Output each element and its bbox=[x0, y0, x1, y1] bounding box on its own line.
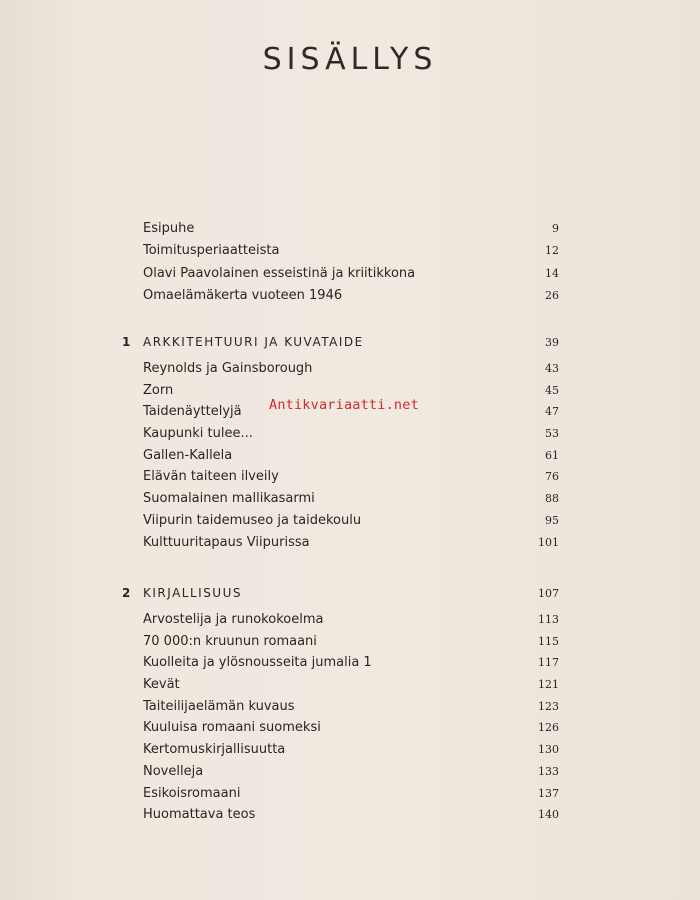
toc-entry bbox=[143, 361, 559, 383]
toc-entry-title: Kulttuuritapaus Viipurissa bbox=[143, 534, 310, 550]
section-entries bbox=[143, 361, 559, 556]
section-arkkitehtuuri bbox=[122, 335, 559, 556]
toc-entry-title: Kuuluisa romaani suomeksi bbox=[143, 720, 321, 736]
toc-entry bbox=[143, 288, 559, 310]
section-number: 2 bbox=[122, 586, 132, 600]
toc-entry-title: Taidenäyttelyjä bbox=[143, 404, 242, 420]
toc-entry bbox=[143, 634, 559, 656]
toc-entry bbox=[143, 426, 559, 448]
toc-entry-title: Reynolds ja Gainsborough bbox=[143, 361, 313, 376]
toc-entry-title: Viipurin taidemuseo ja taidekoulu bbox=[143, 512, 362, 528]
toc-entry bbox=[143, 612, 559, 634]
toc-entry bbox=[143, 448, 559, 470]
toc-entry-title: Suomalainen mallikasarmi bbox=[143, 491, 315, 507]
section-entries bbox=[143, 612, 559, 829]
toc-entry bbox=[143, 742, 559, 764]
toc-entry-title: Kevät bbox=[143, 677, 180, 693]
toc-entry bbox=[143, 655, 559, 677]
toc-entry-page: 45 bbox=[545, 383, 559, 397]
toc-entry-title: 70 000:n kruunun romaani bbox=[143, 633, 317, 649]
toc-entry-page: 121 bbox=[538, 678, 559, 692]
toc-entry bbox=[143, 266, 559, 288]
toc-entry-page: 61 bbox=[545, 448, 559, 462]
page-title: SISÄLLYS bbox=[262, 42, 438, 77]
toc-entry-title: Toimitusperiaatteista bbox=[143, 243, 280, 259]
toc-entry bbox=[143, 699, 559, 721]
toc-entry-page: 133 bbox=[538, 764, 559, 778]
toc-entry-page: 76 bbox=[545, 470, 559, 484]
section-page: 107 bbox=[538, 587, 559, 600]
toc-entry bbox=[143, 720, 559, 742]
section-title: KIRJALLISUUS bbox=[143, 586, 242, 600]
toc-entry bbox=[143, 786, 559, 808]
toc-entry-title: Huomattava teos bbox=[143, 807, 256, 823]
toc-entry-page: 113 bbox=[538, 613, 559, 626]
toc-entry-page: 53 bbox=[545, 427, 559, 441]
toc-entry-title: Kuolleita ja ylösnousseita jumalia 1 bbox=[143, 655, 372, 671]
toc-entry-title: Omaelämäkerta vuoteen 1946 bbox=[143, 287, 343, 303]
toc-entry bbox=[143, 491, 559, 513]
toc-entry bbox=[143, 243, 559, 265]
toc-entry-page: 9 bbox=[552, 222, 559, 235]
toc-entry-page: 88 bbox=[545, 492, 559, 506]
toc-entry-title: Kertomuskirjallisuutta bbox=[143, 742, 286, 758]
toc-entry-title: Zorn bbox=[143, 382, 174, 398]
toc-entry-page: 101 bbox=[538, 535, 559, 549]
toc-entry bbox=[143, 764, 559, 786]
section-title: ARKKITEHTUURI JA KUVATAIDE bbox=[143, 335, 364, 349]
toc-entry-title: Kaupunki tulee... bbox=[143, 426, 253, 442]
toc-entry bbox=[143, 535, 559, 557]
toc-entry-page: 26 bbox=[545, 288, 559, 302]
toc-entry-page: 126 bbox=[538, 721, 559, 735]
toc-entry-title: Gallen-Kallela bbox=[143, 447, 233, 463]
toc-entry-title: Taiteilijaelämän kuvaus bbox=[143, 698, 295, 714]
section-heading bbox=[122, 335, 559, 357]
toc-entry-page: 123 bbox=[538, 699, 559, 713]
toc-entry bbox=[143, 807, 559, 829]
section-kirjallisuus bbox=[122, 586, 559, 829]
toc-entry-title: Arvostelija ja runokokoelma bbox=[143, 612, 324, 627]
toc-entry-title: Olavi Paavolainen esseistinä ja kriitikkona bbox=[143, 265, 416, 281]
toc-entry-page: 117 bbox=[538, 656, 559, 670]
toc-entry-page: 130 bbox=[538, 743, 559, 757]
toc-entry-title: Esipuhe bbox=[143, 221, 195, 236]
toc-entry-title: Elävän taiteen ilveily bbox=[143, 469, 279, 485]
toc-entry-page: 12 bbox=[545, 244, 559, 258]
section-heading bbox=[122, 586, 559, 608]
section-number: 1 bbox=[122, 335, 132, 349]
front-matter-list bbox=[143, 221, 559, 310]
toc-entry-title: Esikoisromaani bbox=[143, 785, 241, 801]
toc-entry bbox=[143, 513, 559, 535]
toc-entry bbox=[143, 221, 559, 243]
section-page: 39 bbox=[545, 336, 559, 349]
toc-entry-page: 115 bbox=[538, 634, 559, 648]
toc-entry-page: 95 bbox=[545, 513, 559, 527]
toc-entry-page: 47 bbox=[545, 405, 559, 419]
toc-entry-page: 137 bbox=[538, 786, 559, 800]
toc-entry-page: 140 bbox=[538, 808, 559, 822]
toc-entry-page: 14 bbox=[545, 266, 559, 280]
toc-entry bbox=[143, 677, 559, 699]
toc-entry bbox=[143, 469, 559, 491]
toc-entry-page: 43 bbox=[545, 362, 559, 375]
watermark-text: Antikvariaatti.net bbox=[269, 397, 419, 413]
toc-entry-title: Novelleja bbox=[143, 763, 204, 779]
